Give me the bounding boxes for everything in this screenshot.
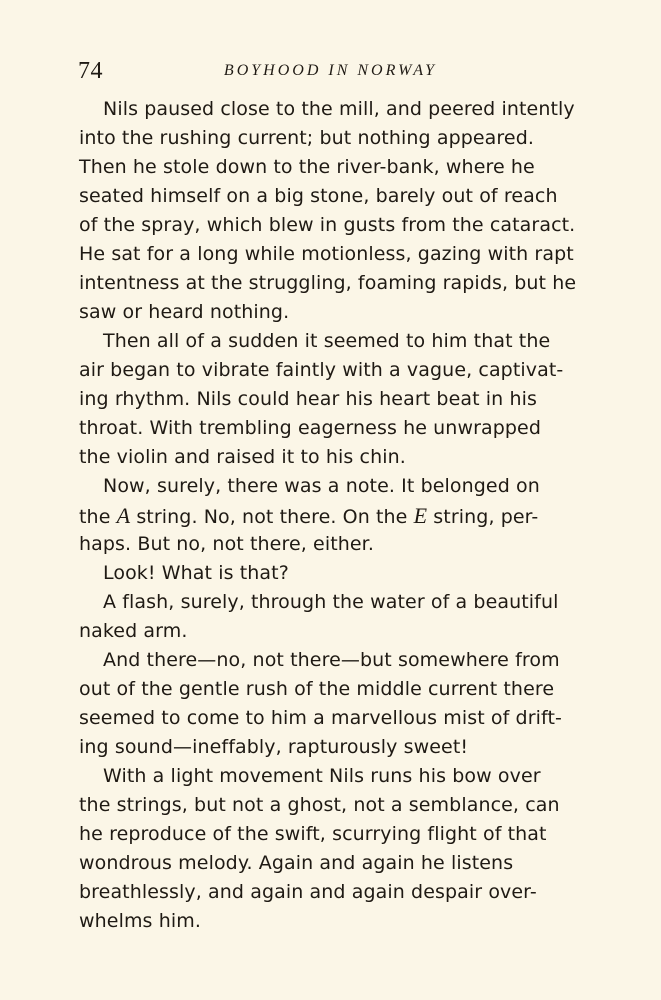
- text-line: wondrous melody. Again and again he listens: [79, 852, 514, 874]
- text-line: he reproduce of the swift, scurrying flight of that: [79, 823, 547, 845]
- text-line: He sat for a long while motionless, gazing with rapt: [79, 243, 574, 265]
- text-line: naked arm.: [79, 620, 188, 642]
- text-line: breathlessly, and again and again despair over-: [79, 881, 537, 903]
- text-line: out of the gentle rush of the middle current there: [79, 678, 555, 700]
- text-line: of the spray, which blew in gusts from the cataract.: [79, 214, 576, 236]
- text-line: [79, 501, 586, 530]
- text-line: into the rushing current; but nothing appeared.: [79, 127, 535, 149]
- text-line: the violin and raised it to his chin.: [79, 446, 406, 468]
- text-line: Now, surely, there was a note. It belonged on: [103, 475, 540, 497]
- running-head: [0, 56, 661, 86]
- text-line: whelms him.: [79, 910, 201, 932]
- text-line: Look! What is that?: [103, 562, 289, 584]
- text-line: ing sound—ineffably, rapturously sweet!: [79, 736, 469, 758]
- text-line: A flash, surely, through the water of a beautiful: [103, 591, 559, 613]
- italic-letter: A: [116, 503, 131, 528]
- text-line: Nils paused close to the mill, and peered intently: [103, 98, 575, 120]
- text-line: throat. With trembling eagerness he unwrapped: [79, 417, 542, 439]
- text-line: With a light movement Nils runs his bow over: [103, 765, 541, 787]
- text-fragment: the: [79, 506, 111, 528]
- body-text: [79, 95, 586, 936]
- text-line: And there—no, not there—but somewhere from: [103, 649, 560, 671]
- text-line: ing rhythm. Nils could hear his heart beat in his: [79, 388, 537, 410]
- text-line: saw or heard nothing.: [79, 301, 290, 323]
- running-title: BOYHOOD IN NORWAY: [223, 62, 438, 79]
- text-line: seemed to come to him a marvellous mist of drift-: [79, 707, 562, 729]
- page-number: 74: [78, 58, 103, 84]
- text-line: the strings, but not a ghost, not a semblance, can: [79, 794, 560, 816]
- text-fragment: string. No, not there. On the: [136, 506, 408, 528]
- text-line: Then he stole down to the river-bank, where he: [79, 156, 535, 178]
- italic-letter: E: [413, 503, 428, 528]
- text-line: intentness at the struggling, foaming rapids, but he: [79, 272, 577, 294]
- text-line: Then all of a sudden it seemed to him that the: [103, 330, 551, 352]
- text-line: haps. But no, not there, either.: [79, 533, 374, 555]
- text-fragment: string, per-: [433, 506, 539, 528]
- text-line: seated himself on a big stone, barely out of reach: [79, 185, 558, 207]
- text-line: air began to vibrate faintly with a vague, captivat-: [79, 359, 564, 381]
